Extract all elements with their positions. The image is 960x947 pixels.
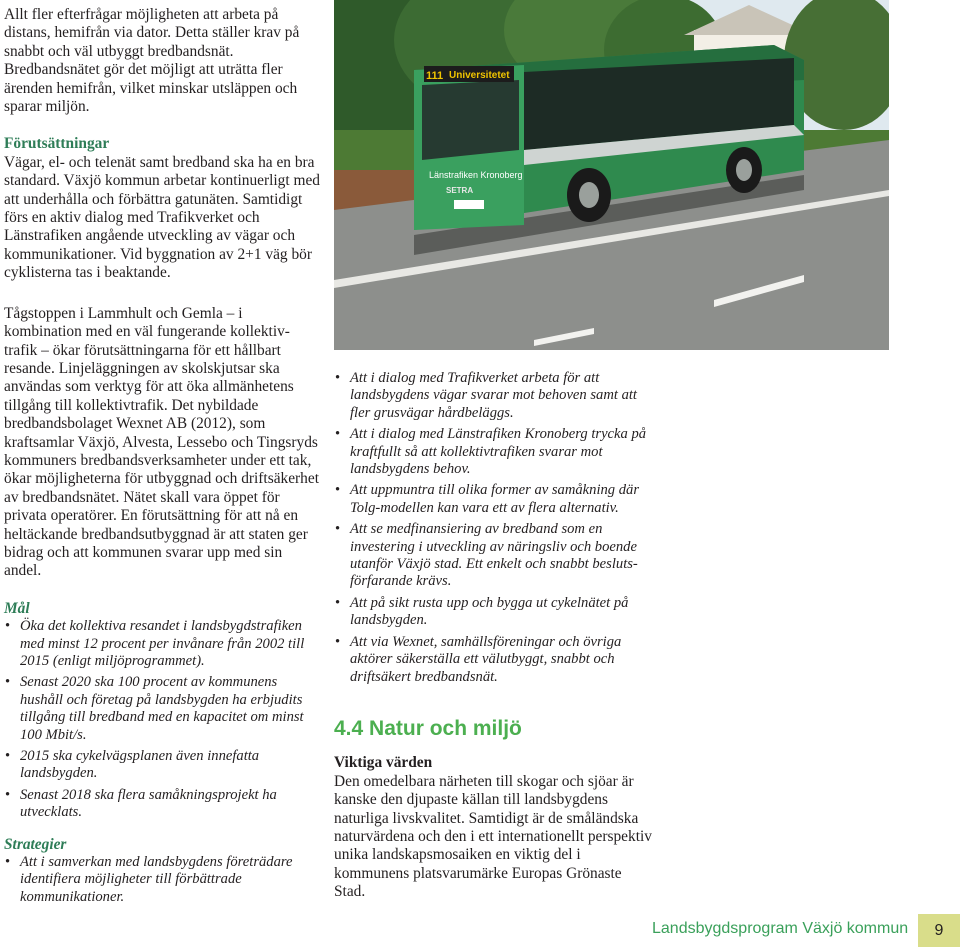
list-item: • Att se medfinansiering av bredband som en investering i utveckling av näringsliv och boende utanför Växjö stad. Ett enkelt och snabbt besluts-förfarande krävs.	[335, 521, 638, 590]
forutsattningar-heading: Förutsättningar	[4, 135, 110, 153]
list-item: • Senast 2018 ska flera samåkningsprojekt ha utvecklats.	[5, 786, 277, 821]
forutsattningar-paragraph: Vägar, el- och telenät samt bredband ska ha en bra standard. Växjö kommun arbetar kontinuerligt med att underhålla och förbättra gatunäten. Samtidigt förs en aktiv dialog med Trafikverket och Länstrafiken angående utveckling av vägar och kommunikationer. Vid byggnation av 2+1 väg bör cyklisterna tas i beaktande.	[4, 153, 321, 282]
section-title: 4.4 Natur och miljö	[334, 716, 522, 740]
bus-side-text: Länstrafiken Kronoberg	[429, 170, 523, 180]
list-item: • Att via Wexnet, samhällsföreningar och övriga aktörer säkerställa ett välutbyggt, snabbt och driftsäkert bredbandsnät.	[335, 633, 622, 685]
page-number: 9	[918, 914, 960, 947]
list-item: • Att i dialog med Länstrafiken Kronoberg trycka på kraftfullt så att kollektivtrafiken svarar mot landsbygdens behov.	[335, 426, 647, 478]
left-column	[4, 6, 322, 910]
mal-heading: Mål	[4, 599, 30, 617]
list-item: • Senast 2020 ska 100 procent av kommunens hushåll och företag på landsbygden ha erbjudits tillgång till bredband med en kapacitet om minst 100 Mbit/s.	[5, 674, 304, 743]
list-item: • Att i dialog med Trafikverket arbeta för att landsbygdens vägar svarar mot behoven samt att fler grusvägar hårdbeläggs.	[335, 370, 637, 421]
bus-brand: SETRA	[446, 186, 474, 195]
right-column	[334, 370, 652, 902]
bus-route: 111	[426, 70, 444, 82]
bus-photo-illustration	[334, 0, 889, 350]
intro-paragraph: Allt fler efterfrågar möjligheten att arbeta på distans, hemifrån via dator. Detta ställer krav på snabbt och väl utbyggt bredbandsnät. Bredbandsnätet gör det möjligt att uträtta fler ärenden hemifrån, vilket minskar utsläppen och sparar miljön.	[4, 6, 300, 116]
tagstoppen-paragraph: Tågstoppen i Lammhult och Gemla – i kombination med en väl fungerande kollektiv-trafik – ökar förutsättningarna för ett hållbart resande. Linjeläggningen av skolskjutsar ska användas som verktyg för att öka allmänhetens tillgång till kollektivtrafik. Det nybildade bredbandsbolaget Wexnet AB (2012), som kraftsamlar Växjö, Alvesta, Lessebo och Tingsryds kommuners bredbandsverksamheter under ett tak, ökar möjligheterna för utbyggnad och driftsäkerhet av bredbandsnätet. Nätet skall vara öppet för privata operatörer. En förutsättning för att nå en heltäckande bredbandsutbyggnad är att staten ger bidrag och att kommunen svarar upp med sin andel.	[4, 304, 319, 580]
bus-photo	[334, 0, 889, 350]
footer-title: Landsbygdsprogram Växjö kommun	[652, 920, 909, 937]
list-item: • Att i samverkan med landsbygdens företrädare identifiera möjligheter till förbättrade kommunikationer.	[5, 854, 293, 905]
strategier-heading: Strategier	[4, 835, 67, 853]
strategy-list-continued	[334, 370, 652, 686]
viktiga-heading: Viktiga värden	[334, 754, 433, 772]
mal-list	[4, 618, 322, 821]
list-item: • Att på sikt rusta upp och bygga ut cykelnätet på landsbygden.	[335, 594, 629, 629]
viktiga-paragraph: Den omedelbara närheten till skogar och sjöar är kanske den djupaste källan till landsbygdens naturliga livskvalitet. Samtidigt är de småländska naturvärdena och den i ett internationellt perspektiv unika landskapsmosaiken en viktig del i kommunens platsvarumärke Europas Grönaste Stad.	[334, 772, 652, 901]
list-item: • Öka det kollektiva resandet i landsbygdstrafiken med minst 12 procent per invånare från 2002 till 2015 (enligt miljöprogrammet).	[5, 618, 305, 669]
list-item: • Att uppmuntra till olika former av samåkning där Tolg-modellen kan vara ett av flera alternativ.	[335, 482, 640, 516]
list-item: • 2015 ska cykelvägsplanen även innefatta landsbygden.	[5, 748, 260, 782]
strategier-list	[4, 854, 322, 906]
bus-destination-sign: Universitetet	[449, 70, 510, 81]
